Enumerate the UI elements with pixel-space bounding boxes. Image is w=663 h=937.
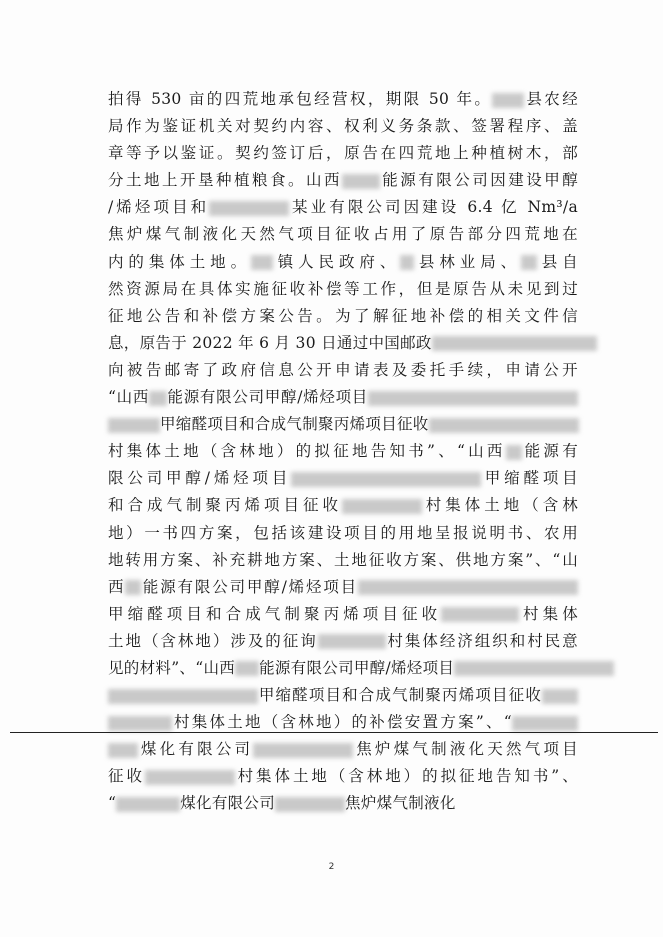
text-segment: 县农经 [524, 90, 578, 108]
text-segment: 甲缩醛项目 [481, 469, 578, 488]
redacted-text [432, 336, 597, 351]
text-segment: 村集体土地（含林地）的拟征地告知书”、“山西 [108, 442, 506, 461]
text-segment: 县自 [537, 252, 578, 271]
redacted-text [512, 716, 578, 731]
text-segment: “ [108, 794, 117, 813]
redacted-text [400, 255, 414, 270]
redacted-text [145, 770, 235, 785]
text-line [108, 438, 578, 465]
text-segment: 西 [108, 577, 126, 596]
text-line [108, 276, 578, 303]
text-line [108, 574, 578, 601]
text-line [108, 465, 578, 492]
text-segment: 土地（含林地）涉及的征询 [108, 631, 318, 650]
text-segment: 内的集体土地。 [108, 252, 252, 271]
text-line [108, 790, 578, 817]
redacted-text [108, 418, 160, 433]
redacted-text [235, 661, 259, 676]
text-line [108, 303, 578, 330]
text-segment: 地转用方案、补充耕地方案、土地征收方案、供地方案”、“山 [108, 550, 578, 569]
redacted-text [342, 499, 422, 514]
redacted-text [149, 391, 167, 406]
horizontal-rule [10, 732, 658, 733]
text-line [108, 221, 578, 248]
text-segment: 焦炉煤气制液化天然气项目征收占用了原告部分四荒地在 [108, 225, 578, 244]
text-segment: 焦炉煤气制液化天然气项目 [353, 740, 578, 759]
redacted-text [318, 634, 386, 649]
text-line [108, 113, 578, 140]
text-segment: 限公司甲醇/烯烃项目 [108, 469, 292, 488]
redacted-text [253, 743, 353, 758]
text-segment: 能源有限公司甲醇/烯烃项目 [167, 388, 369, 407]
text-segment: 煤化有限公司 [138, 740, 254, 759]
redacted-text [492, 93, 524, 108]
text-segment: 向被告邮寄了政府信息公开申请表及委托手续，申请公开 [108, 360, 578, 379]
redacted-text [521, 255, 537, 270]
redacted-text [506, 445, 522, 460]
text-segment: 焦炉煤气制液化 [345, 794, 456, 813]
text-segment: 能源有限公司因建设甲醇 [380, 171, 578, 190]
text-segment: 甲缩醛项目和合成气制聚丙烯项目征收 [160, 415, 429, 434]
text-line [108, 384, 578, 411]
text-line [108, 601, 578, 628]
text-line [108, 86, 578, 113]
redacted-text [368, 391, 578, 406]
text-segment: 能源有 [521, 442, 579, 461]
text-segment: 然资源局在具体实施征收补偿等工作，但是原告从未见到过 [108, 279, 578, 298]
text-line [108, 736, 578, 763]
text-segment: 局作为鉴证机关对契约内容、权利义务条款、签署程序、盖 [108, 117, 578, 136]
redacted-text [251, 255, 273, 270]
text-segment: 分土地上开垦种植粮食。山西 [108, 171, 342, 190]
text-segment: 征地公告和补偿方案公告。为了解征地补偿的相关文件信 [108, 306, 578, 325]
text-line [108, 682, 578, 709]
text-segment: 甲缩醛项目和合成气制聚丙烯项目征收 [108, 604, 442, 623]
text-segment: 能源有限公司甲醇/烯烃项目 [259, 658, 455, 677]
redacted-text [291, 472, 481, 487]
text-line [108, 492, 578, 519]
text-line [108, 194, 578, 221]
text-segment: 章等予以鉴证。契约签订后，原告在四荒地上种植树木，部 [108, 144, 578, 163]
text-segment: 息，原告于 2022 年 6 月 30 日通过中国邮政 [108, 333, 432, 352]
redacted-text [209, 201, 289, 216]
text-segment: /烯烃项目和 [108, 198, 210, 217]
text-segment: 能源有限公司甲醇/烯烃项目 [141, 577, 358, 596]
redacted-text [542, 689, 578, 704]
redacted-text [125, 580, 141, 595]
text-segment: 拍得 530 亩的四荒地承包经营权，期限 50 年。 [108, 90, 493, 108]
text-line [108, 547, 578, 574]
text-segment: 村集体经济组织和村民意 [385, 631, 578, 650]
redacted-text [116, 797, 180, 812]
text-segment: 村集体土地（含林地）的拟征地告知书”、 [234, 767, 578, 786]
text-segment: 镇人民政府、 [273, 252, 401, 271]
text-segment: 村集体 [519, 604, 579, 623]
redacted-text [429, 418, 579, 433]
page-number: 2 [328, 862, 335, 872]
redacted-text [342, 174, 380, 189]
text-line [108, 763, 578, 790]
text-segment: 某业有限公司因建设 6.4 亿 Nm³/a [289, 198, 578, 217]
redacted-text [275, 797, 345, 812]
redacted-text [454, 661, 614, 676]
text-line [108, 357, 578, 384]
text-segment: 地）一书四方案，包括该建设项目的用地呈报说明书、农用 [108, 523, 578, 542]
text-line [108, 167, 578, 194]
body-text [108, 86, 578, 818]
text-segment: 县林业局、 [414, 252, 522, 271]
text-segment: 村集体土地（含林地）的补偿安置方案”、“ [172, 713, 512, 732]
redacted-text [108, 716, 172, 731]
text-line [108, 249, 578, 276]
text-line [108, 520, 578, 547]
text-segment: “山西 [108, 388, 150, 407]
text-line [108, 330, 578, 357]
redacted-text [441, 607, 519, 622]
redacted-text [358, 580, 578, 595]
text-line [108, 655, 578, 682]
text-line [108, 411, 578, 438]
text-line [108, 140, 578, 167]
redacted-text [108, 743, 138, 758]
text-segment: 征收 [108, 767, 145, 786]
text-segment: 见的材料”、“山西 [108, 658, 236, 677]
text-line [108, 628, 578, 655]
text-segment: 村集体土地（含林 [422, 496, 578, 515]
redacted-text [108, 689, 258, 704]
text-segment: 甲缩醛项目和合成气制聚丙烯项目征收 [258, 686, 542, 705]
text-segment: 煤化有限公司 [180, 794, 276, 813]
text-segment: 和合成气制聚丙烯项目征收 [108, 496, 342, 515]
